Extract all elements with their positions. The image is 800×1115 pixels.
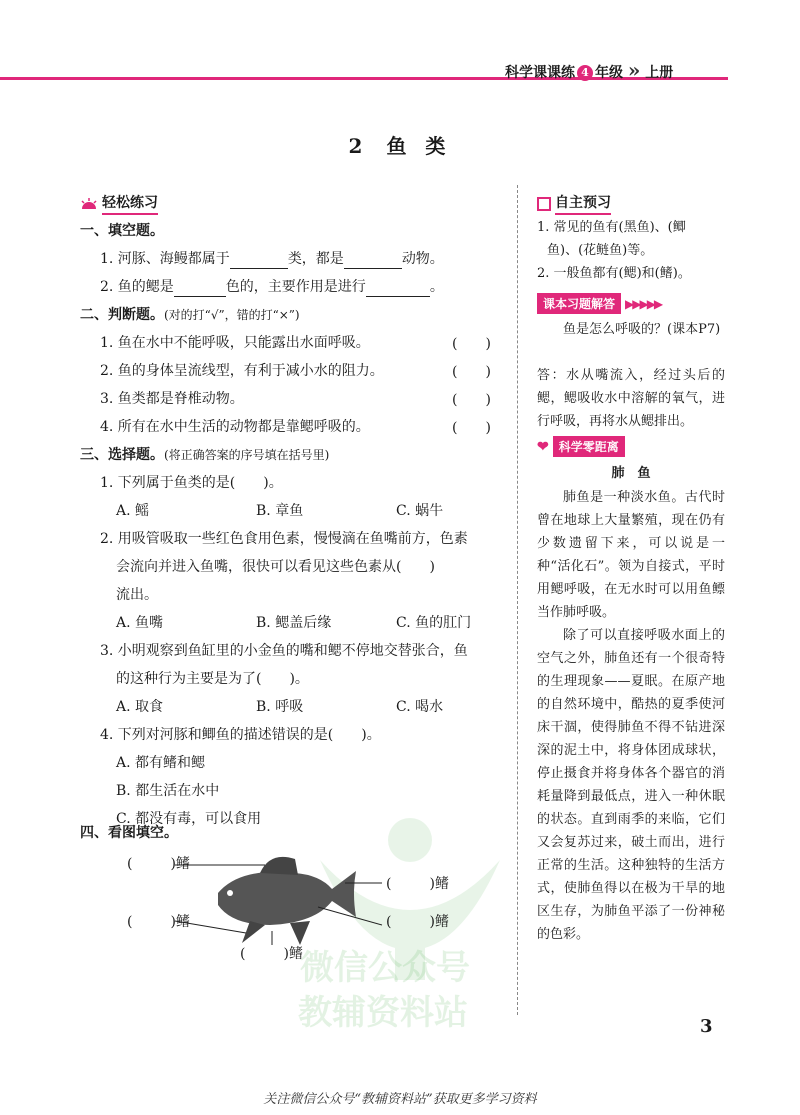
option-a[interactable]: A. 取食 xyxy=(116,699,164,715)
q1-text-a: 1. 河豚、海鳗都属于 xyxy=(100,251,230,267)
true-false-item: 4. 所有在水中生活的动物都是靠鳃呼吸的。 xyxy=(100,419,370,435)
answer-paren[interactable]: ( ) xyxy=(452,364,491,380)
answer-blank[interactable] xyxy=(174,282,226,297)
lesson-number: 2 xyxy=(348,134,369,158)
article-paragraph-2: 除了可以直接呼吸水面上的空气之外，肺鱼还有一个很奇特的生理现象——夏眠。在原产地的自然环境中，酷热的夏季使河床干涸，使得肺鱼不得不钻进深深的泥土中，将身体团成球状，停止摄食并将身体各个器官的消耗量降到最低点，进入一种休眠的状态。直到雨季的来临，它们又会复苏过来，破土而出，进行正常的生活。这种独特的生活方式，使肺鱼得以在极为干旱的地区生存，为肺鱼平添了一份神秘的色彩。 xyxy=(537,628,725,942)
lesson-title: 鱼 类 xyxy=(386,134,452,158)
article-paragraph-1: 肺鱼是一种淡水鱼。古代时曾在地球上大量繁殖，现在仍有少数遗留下来，可以说是一种“活化石”。领为自接式，平时用鳃呼吸，在无水时可以用鱼鳔当作肺呼吸。 xyxy=(537,490,725,620)
textbook-answers-banner xyxy=(537,293,661,314)
choice-q1-stem: 1. 下列属于鱼类的是( )。 xyxy=(100,475,283,491)
page-number: 3 xyxy=(700,1016,713,1037)
fin-label-text: 鳍 xyxy=(434,914,449,930)
true-false-item: 2. 鱼的身体呈流线型，有利于减小水的阻力。 xyxy=(100,363,384,379)
fill-blank-q1 xyxy=(100,249,444,269)
choice-q3-options xyxy=(116,697,443,717)
double-chevron-icon: » xyxy=(627,58,641,82)
science-banner xyxy=(537,436,625,457)
fill-blank-q2 xyxy=(100,277,444,297)
choice-q2-line3: 流出。 xyxy=(116,587,158,603)
option-c[interactable]: C. 蜗牛 xyxy=(396,503,444,519)
option-c[interactable]: C. 都没有毒，可以食用 xyxy=(116,811,262,827)
choice-q2-line2: 会流向并进入鱼嘴，很快可以看见这些色素从( ) xyxy=(116,559,435,575)
choice-q2-options xyxy=(116,613,471,633)
textbook-question: 鱼是怎么呼吸的？(课本P7) xyxy=(563,322,721,337)
header-book-name: 科学课课练 xyxy=(505,65,575,81)
choice-note: (将正确答案的序号填在括号里) xyxy=(164,448,330,462)
header-grade-label: 年级 xyxy=(595,65,623,81)
header-volume: 上册 xyxy=(645,65,674,81)
footer-note: 关注微信公众号“教辅资料站”获取更多学习资料 xyxy=(263,1092,537,1107)
q2-text-b: 色的，主要作用是进行 xyxy=(225,279,366,295)
answer-paren[interactable]: ( ) xyxy=(452,392,491,408)
preview-banner-label: 自主预习 xyxy=(555,192,611,215)
square-icon xyxy=(537,197,551,211)
choice-q4-stem: 4. 下列对河豚和鲫鱼的描述错误的是( )。 xyxy=(100,727,381,743)
option-a[interactable]: A. 都有鳍和鳃 xyxy=(116,755,206,771)
true-false-item: 3. 鱼类都是脊椎动物。 xyxy=(100,391,244,407)
q2-text-a: 2. 鱼的鳃是 xyxy=(100,279,174,295)
fin-label-dorsal[interactable]: ( )鳍 xyxy=(127,856,190,872)
fin-label-text: 鳍 xyxy=(175,914,190,930)
true-false-heading-text: 二、判断题。 xyxy=(80,307,164,323)
choice-q3-line2: 的这种行为主要是为了( )。 xyxy=(116,671,309,687)
preview-banner xyxy=(537,192,611,215)
answer-paren[interactable]: ( ) xyxy=(452,336,491,352)
option-b[interactable]: B. 章鱼 xyxy=(256,503,304,519)
page-title xyxy=(0,130,800,159)
science-banner-label: 科学零距离 xyxy=(553,436,625,457)
fin-label-anal[interactable]: ( )鳍 xyxy=(386,914,449,930)
grade-badge: 4 xyxy=(577,65,593,81)
section-fill-blank-heading: 一、填空题。 xyxy=(80,223,164,239)
choice-heading-text: 三、选择题。 xyxy=(80,447,164,463)
arrows-icon: ▶▶▶▶▶ xyxy=(625,296,662,311)
option-b[interactable]: B. 呼吸 xyxy=(256,699,304,715)
fin-label-tail[interactable]: ( )鳍 xyxy=(386,876,449,892)
section-true-false-heading xyxy=(80,305,300,325)
article-title: 肺 鱼 xyxy=(611,466,651,481)
fin-label-pectoral[interactable]: ( )鳍 xyxy=(127,914,190,930)
sunrise-icon xyxy=(80,198,98,210)
option-a[interactable]: A. 鳐 xyxy=(116,503,150,519)
option-c[interactable]: C. 鱼的肛门 xyxy=(396,615,472,631)
textbook-answers-label: 课本习题解答 xyxy=(537,293,621,314)
true-false-item: 1. 鱼在水中不能呼吸，只能露出水面呼吸。 xyxy=(100,335,370,351)
answer-blank[interactable] xyxy=(366,282,430,297)
answer-blank[interactable] xyxy=(230,254,288,269)
running-header xyxy=(505,58,673,82)
q1-text-b: 类，都是 xyxy=(287,251,344,267)
fin-label-text: 鳍 xyxy=(175,856,190,872)
textbook-answer: 答：水从嘴流入，经过头后的鳃，鳃吸收水中溶解的氧气，进行呼吸，再将水从鳃排出。 xyxy=(537,368,725,429)
choice-q1-options xyxy=(116,501,443,521)
preview-q1-line1: 1. 常见的鱼有(黑鱼)、(鲫 xyxy=(537,220,686,235)
watermark-text-2: 教辅资料站 xyxy=(298,993,468,1033)
preview-q2: 2. 一般鱼都有(鳃)和(鳍)。 xyxy=(537,266,691,281)
watermark-text-1: 微信公众号 xyxy=(300,948,470,988)
fin-label-pelvic[interactable]: ( )鳍 xyxy=(240,946,303,962)
section-choice-heading xyxy=(80,445,329,465)
option-b[interactable]: B. 都生活在水中 xyxy=(116,783,220,799)
choice-q3-line1: 3. 小明观察到鱼缸里的小金鱼的嘴和鳃不停地交替张合，鱼 xyxy=(100,643,468,659)
preview-q1-line2: 鱼)、(花鲢鱼)等。 xyxy=(547,243,654,258)
choice-q2-line1: 2. 用吸管吸取一些红色食用色素，慢慢滴在鱼嘴前方，色素 xyxy=(100,531,468,547)
practice-banner-label: 轻松练习 xyxy=(102,192,158,215)
q1-text-c: 动物。 xyxy=(401,251,444,267)
option-b[interactable]: B. 鳃盖后缘 xyxy=(256,615,332,631)
section-figure-heading: 四、看图填空。 xyxy=(80,825,178,841)
column-divider xyxy=(517,185,518,1015)
heart-icon: ❤ xyxy=(537,438,549,455)
preview-q1 xyxy=(537,216,725,262)
true-false-note: (对的打“√”，错的打“×”) xyxy=(164,308,300,322)
fin-label-text: 鳍 xyxy=(288,946,303,962)
option-c[interactable]: C. 喝水 xyxy=(396,699,444,715)
fin-label-text: 鳍 xyxy=(434,876,449,892)
answer-paren[interactable]: ( ) xyxy=(452,420,491,436)
answer-blank[interactable] xyxy=(344,254,402,269)
q2-text-c: 。 xyxy=(429,279,444,295)
option-a[interactable]: A. 鱼嘴 xyxy=(116,615,164,631)
practice-banner xyxy=(80,192,158,215)
